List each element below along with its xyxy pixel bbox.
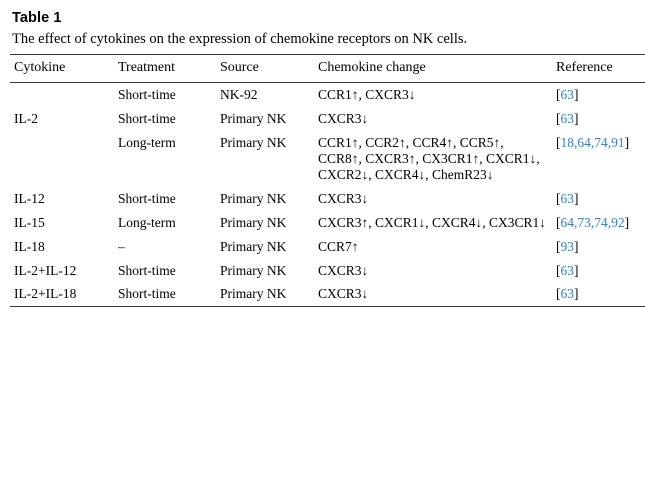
cell-chemokine-change: CXCR3↓ (318, 190, 369, 206)
cell-chemokine-change: CCR1↑, CCR2↑, CCR4↑, CCR5↑, CCR8↑, CXCR3↑, CX3CR1↑, CXCR1↓, CXCR2↓, CXCR4↓, ChemR23↓ (318, 134, 540, 182)
reference-bracket-open: [ (556, 134, 561, 150)
cell-reference (552, 211, 645, 235)
cell-treatment: Short-time (118, 111, 176, 127)
reference-bracket-close: ] (624, 214, 630, 230)
table-caption: The effect of cytokines on the expression of chemokine receptors on NK cells. (12, 31, 468, 47)
reference-bracket-close: ] (574, 111, 579, 127)
table-row (10, 211, 645, 235)
reference-bracket-open: [ (556, 87, 561, 103)
cell-reference (552, 282, 645, 306)
reference-link[interactable]: 63 (560, 111, 574, 127)
cell-source: Primary NK (220, 214, 287, 230)
column-header-chemokine-change: Chemokine change (314, 55, 552, 83)
cell-cytokine: IL-15 (14, 214, 45, 230)
cell-source: Primary NK (220, 262, 287, 278)
cell-treatment: – (118, 238, 125, 254)
reference-bracket-close: ] (574, 238, 579, 254)
column-header-cytokine: Cytokine (10, 55, 114, 83)
cell-cytokine: IL-2+IL-12 (14, 262, 77, 278)
reference-link[interactable]: 18,64,74,91 (560, 134, 625, 150)
cell-treatment: Short-time (118, 262, 176, 278)
cell-treatment: Short-time (118, 87, 176, 103)
table-row (10, 282, 645, 306)
cell-reference (552, 107, 645, 131)
cell-source: Primary NK (220, 190, 287, 206)
reference-link[interactable]: 64,73,74,92 (560, 214, 625, 230)
cell-treatment: Short-time (114, 282, 216, 306)
cell-treatment: Long-term (118, 214, 176, 230)
cell-cytokine: IL-12 (14, 190, 45, 206)
cell-chemokine-change: CCR1↑, CXCR3↓ (318, 87, 416, 103)
cell-chemokine-change: CXCR3↑, CXCR1↓, CXCR4↓, CX3CR1↓ (318, 214, 547, 230)
table-body (10, 83, 645, 307)
reference-bracket-close: ] (574, 286, 579, 302)
cell-chemokine-change: CCR7↑ (318, 238, 359, 254)
cell-cytokine: IL-2 (14, 111, 38, 127)
reference-link[interactable]: 93 (560, 238, 574, 254)
cell-treatment: Short-time (118, 190, 176, 206)
reference-link[interactable]: 63 (560, 262, 574, 278)
table-row (10, 235, 645, 259)
cell-reference (552, 187, 645, 211)
table-header-row (10, 55, 645, 83)
column-header-treatment: Treatment (114, 55, 216, 83)
cell-cytokine: IL-2+IL-18 (10, 282, 114, 306)
cell-chemokine-change: CXCR3↓ (314, 282, 552, 306)
column-header-source: Source (216, 55, 314, 83)
table-row (10, 259, 645, 283)
reference-bracket-open: [ (556, 111, 561, 127)
reference-bracket-close: ] (574, 190, 579, 206)
column-header-reference: Reference (552, 55, 645, 83)
reference-link[interactable]: 63 (560, 87, 574, 103)
table-row (10, 107, 645, 131)
cell-reference (552, 259, 645, 283)
table-row (10, 187, 645, 211)
cell-cytokine: IL-18 (14, 238, 45, 254)
cell-reference (552, 131, 645, 187)
cytokine-chemokine-table (10, 54, 645, 307)
cell-source: Primary NK (220, 238, 287, 254)
cell-source: NK-92 (220, 87, 258, 103)
reference-bracket-close: ] (574, 262, 579, 278)
reference-link[interactable]: 63 (560, 286, 574, 302)
cell-reference (552, 235, 645, 259)
table-label: Table 1 (12, 10, 62, 26)
table-row (10, 131, 645, 187)
reference-bracket-open: [ (556, 214, 561, 230)
table-row (10, 83, 645, 107)
table-header (10, 55, 645, 83)
cell-treatment: Long-term (118, 134, 176, 150)
reference-bracket-close: ] (624, 134, 630, 150)
cell-cytokine (10, 83, 114, 107)
cell-source: Primary NK (216, 282, 314, 306)
cell-cytokine (10, 131, 114, 187)
reference-bracket-open: [ (556, 286, 561, 302)
cell-reference (552, 83, 645, 107)
cell-source: Primary NK (220, 111, 287, 127)
reference-bracket-close: ] (574, 87, 579, 103)
cell-source: Primary NK (220, 134, 287, 150)
reference-link[interactable]: 63 (560, 190, 574, 206)
cell-chemokine-change: CXCR3↓ (318, 262, 369, 278)
reference-bracket-open: [ (556, 190, 561, 206)
cell-chemokine-change: CXCR3↓ (318, 111, 369, 127)
reference-bracket-open: [ (556, 238, 561, 254)
reference-bracket-open: [ (556, 262, 561, 278)
